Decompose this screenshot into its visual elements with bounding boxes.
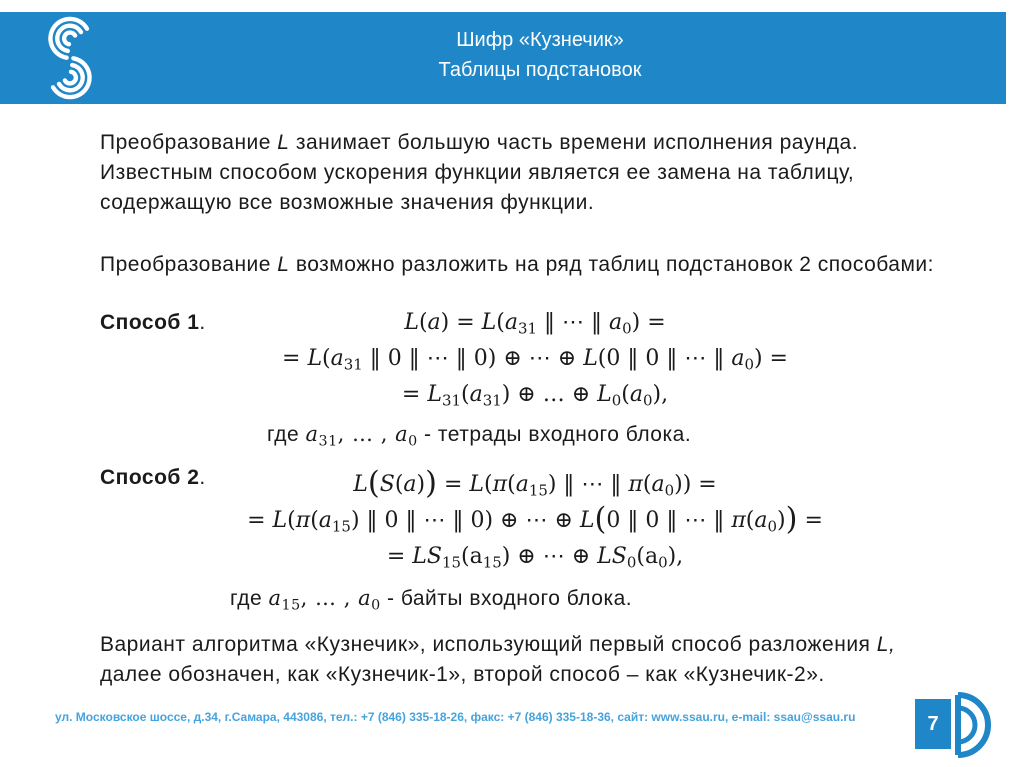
math-subscript: 31 xyxy=(482,391,502,410)
math-operator: (0 ‖ 0 ‖ ⋯ ‖ xyxy=(597,346,732,371)
math-operator: ( xyxy=(642,472,652,497)
math-operator: = xyxy=(797,508,823,533)
bold-label: Способ 1 xyxy=(100,311,200,334)
math-variable: a xyxy=(403,472,417,497)
math-variable: S xyxy=(379,472,395,497)
math-operator: ) = xyxy=(440,310,482,335)
math-variable: a xyxy=(504,310,518,335)
math-variable: a xyxy=(754,508,768,533)
italic-variable: L xyxy=(277,253,290,276)
logo-arc xyxy=(59,65,83,90)
math-subscript: 0 xyxy=(664,481,675,500)
math-operator: ) = xyxy=(631,310,666,335)
math-operator: , … , xyxy=(337,422,396,446)
text-run: . xyxy=(199,466,206,489)
math-variable: π xyxy=(628,472,643,497)
page-number-badge xyxy=(915,699,951,749)
math-operator: ( xyxy=(394,472,404,497)
math-operator: ( xyxy=(287,508,296,533)
math-variable: L xyxy=(427,382,442,407)
math-large-paren: ) xyxy=(425,465,437,501)
math-operator: ( xyxy=(322,346,331,371)
intro-line xyxy=(100,188,858,218)
math-variable: L xyxy=(481,310,497,335)
bold-label: Способ 2 xyxy=(100,466,200,489)
math-operator: ( xyxy=(621,382,630,407)
math-variable: L xyxy=(583,346,598,371)
math-subscript: 0 xyxy=(408,433,418,450)
university-logo-icon xyxy=(26,14,114,102)
slide-title: Шифр «Кузнечик» xyxy=(456,29,624,51)
text-run: - тетрады входного блока. xyxy=(417,423,692,446)
math-operator: ) ⊕ ⋯ ⊕ xyxy=(501,544,598,569)
math-subscript: 31 xyxy=(318,433,338,450)
math-variable: a xyxy=(651,472,665,497)
math-operator: ( xyxy=(745,508,755,533)
decomposition-lead xyxy=(100,250,934,280)
math-variable: a xyxy=(731,346,745,371)
math-large-paren: ) xyxy=(785,501,798,537)
equation-line xyxy=(100,376,970,412)
math-operator: ) ⊕ … ⊕ xyxy=(501,382,598,407)
intro-line xyxy=(100,128,858,158)
math-subscript: 15 xyxy=(441,553,461,572)
math-operator: (a xyxy=(460,544,483,569)
logo-arc xyxy=(64,33,75,45)
math-operator: ) xyxy=(416,472,426,497)
math-variable: π xyxy=(295,508,311,533)
math-subscript: 15 xyxy=(528,481,548,500)
math-variable: L xyxy=(272,508,288,533)
intro-paragraph xyxy=(100,128,858,218)
math-operator: )) = xyxy=(674,472,717,497)
method-1-note xyxy=(267,419,691,450)
math-subscript: 0 xyxy=(611,391,622,410)
math-operator: 0 ‖ 0 ‖ ⋯ ‖ xyxy=(606,508,732,533)
math-variable: a xyxy=(427,310,441,335)
math-operator: ( xyxy=(418,310,428,335)
text-run: где xyxy=(230,587,269,610)
slide-subtitle: Таблицы подстановок xyxy=(438,59,642,81)
logo-arc xyxy=(57,26,81,51)
math-variable: a xyxy=(515,472,529,497)
text-run: Вариант алгоритма «Кузнечик», использующий первый способ разложения xyxy=(100,633,877,656)
math-operator: ) = xyxy=(753,346,788,371)
math-operator: ), xyxy=(667,544,684,569)
math-subscript: 31 xyxy=(343,355,363,374)
math-operator: ) ‖ ⋯ ‖ xyxy=(547,472,629,497)
conclusion-line xyxy=(100,630,895,660)
university-mark-icon xyxy=(952,690,998,760)
text-run: где xyxy=(267,423,306,446)
math-large-paren: ( xyxy=(367,465,380,501)
math-variable: L xyxy=(404,310,419,335)
math-large-paren: ( xyxy=(594,501,607,537)
math-operator: = xyxy=(437,472,470,497)
equation-line xyxy=(100,466,970,502)
math-subscript: 0 xyxy=(643,391,653,410)
slide-header xyxy=(0,12,1006,104)
math-variable: L xyxy=(469,472,485,497)
math-variable: a xyxy=(358,586,372,610)
math-operator: = xyxy=(386,544,413,569)
math-operator: ( xyxy=(460,382,470,407)
math-subscript: 0 xyxy=(626,553,637,572)
math-operator: = xyxy=(282,346,308,371)
math-operator: ( xyxy=(507,472,516,497)
math-subscript: 0 xyxy=(767,517,778,536)
text-run: . xyxy=(199,311,206,334)
math-subscript: 0 xyxy=(744,355,754,374)
math-subscript: 15 xyxy=(331,517,351,536)
text-run: - байты входного блока. xyxy=(380,587,633,610)
method-1-equation xyxy=(100,304,970,412)
text-run: возможно разложить на ряд таблиц подстановок 2 способами: xyxy=(289,253,934,276)
footer-contacts: ул. Московское шоссе, д.34, г.Самара, 443086, тел.: +7 (846) 335-18-26, факс: +7 (846) 335-18-36, сайт: www.ssau.ru, e-mail: ssau@ssau.ru xyxy=(55,710,856,724)
text-run: Преобразование xyxy=(100,253,278,276)
math-variable: a xyxy=(629,382,643,407)
text-run: далее обозначен, как «Кузнечик-1», второй способ – как «Кузнечик-2». xyxy=(100,663,825,686)
math-operator: ) ‖ 0 ‖ ⋯ ‖ 0) ⊕ ⋯ ⊕ xyxy=(350,508,580,533)
text-run: Известным способом ускорения функции является ее замена на таблицу, xyxy=(100,161,855,184)
math-subscript: 15 xyxy=(281,597,301,614)
math-variable: a xyxy=(268,586,282,610)
math-subscript: 15 xyxy=(482,553,502,572)
math-subscript: 0 xyxy=(371,597,381,614)
conclusion-line xyxy=(100,660,895,690)
math-variable: a xyxy=(305,422,319,446)
math-subscript: 0 xyxy=(622,319,632,338)
math-variable: a xyxy=(318,508,332,533)
math-variable: LS xyxy=(597,544,627,569)
italic-variable: L, xyxy=(876,633,896,656)
math-operator: ( xyxy=(484,472,493,497)
math-variable: a xyxy=(330,346,344,371)
italic-variable: L xyxy=(277,131,290,154)
math-operator: ( xyxy=(496,310,505,335)
math-operator: ( xyxy=(310,508,319,533)
math-operator: = xyxy=(247,508,273,533)
math-variable: L xyxy=(353,472,368,497)
math-variable: L xyxy=(597,382,612,407)
text-run: содержащую все возможные значения функции. xyxy=(100,191,595,214)
method-2-equation xyxy=(100,466,970,574)
math-subscript: 31 xyxy=(518,319,538,338)
logo-arc xyxy=(65,72,76,84)
math-operator: ) xyxy=(777,508,786,533)
math-variable: L xyxy=(307,346,323,371)
math-operator: ), xyxy=(652,382,669,407)
equation-line xyxy=(100,538,970,574)
math-operator: = xyxy=(401,382,428,407)
equation-line xyxy=(100,340,970,376)
math-operator: ‖ 0 ‖ ⋯ ‖ 0) ⊕ ⋯ ⊕ xyxy=(362,346,584,371)
equation-line xyxy=(100,502,970,538)
intro-line xyxy=(100,158,858,188)
math-variable: L xyxy=(579,508,595,533)
math-operator: (a xyxy=(636,544,659,569)
text-run: Преобразование xyxy=(100,131,278,154)
math-variable: LS xyxy=(412,544,442,569)
page-number: 7 xyxy=(927,713,939,735)
math-subscript: 31 xyxy=(441,391,461,410)
math-variable: a xyxy=(469,382,483,407)
equation-line xyxy=(100,304,970,340)
conclusion-paragraph xyxy=(100,630,895,690)
math-variable: a xyxy=(395,422,409,446)
math-subscript: 0 xyxy=(658,553,668,572)
math-operator: ‖ ⋯ ‖ xyxy=(537,310,610,335)
slide-title-block xyxy=(330,25,750,85)
math-variable: π xyxy=(492,472,508,497)
math-variable: π xyxy=(731,508,746,533)
text-run: занимает большую часть времени исполнения раунда. xyxy=(289,131,859,154)
method-2-note xyxy=(230,583,632,614)
math-operator: , … , xyxy=(300,586,359,610)
math-variable: a xyxy=(609,310,623,335)
